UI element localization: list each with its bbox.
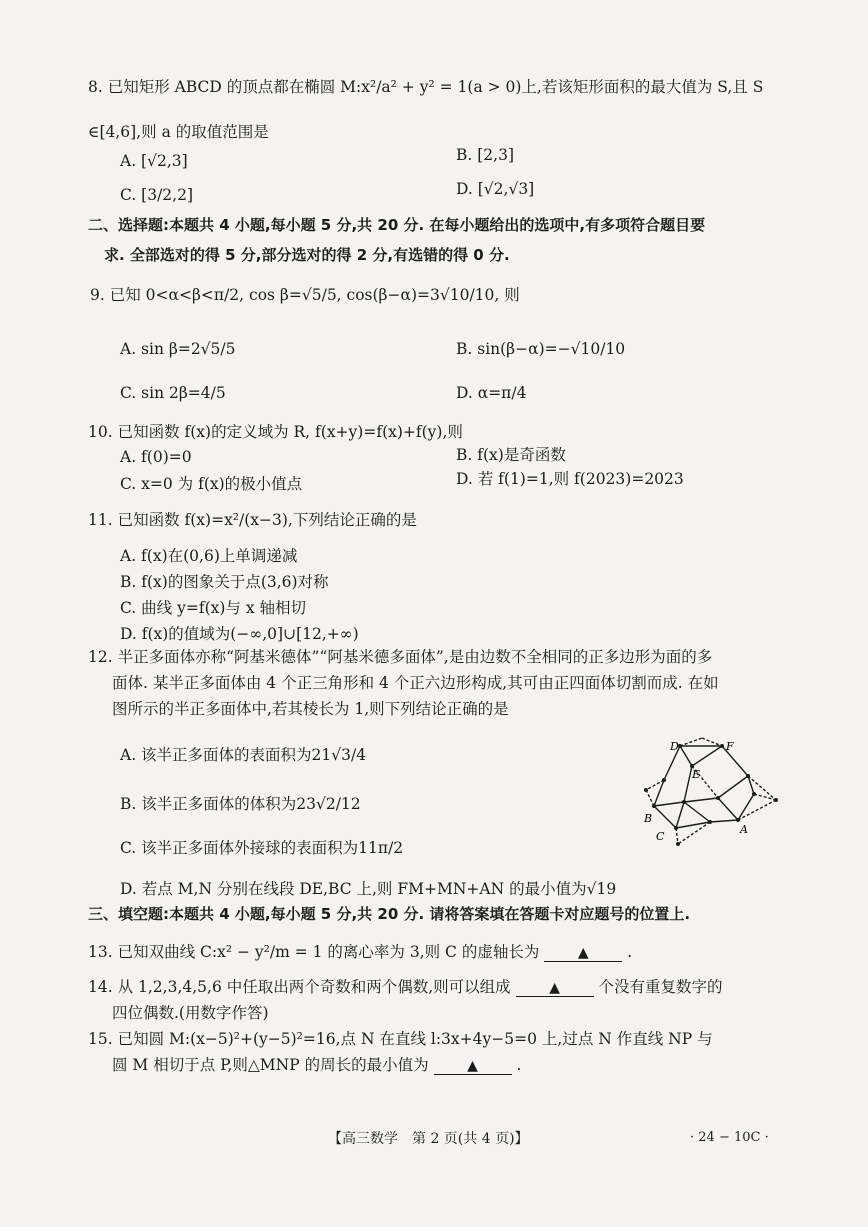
- q10-option-a: A. f(0)=0: [120, 448, 192, 466]
- q14-line1: [88, 975, 723, 997]
- q12-line1: 12. 半正多面体亦称“阿基米德体”“阿基米德多面体”,是由边数不全相同的正多边形为面的多: [88, 648, 713, 666]
- q15-answer-blank[interactable]: ▲: [434, 1058, 512, 1075]
- fig-label-e: E: [692, 768, 701, 781]
- q11-option-d: D. f(x)的值域为(−∞,0]∪[12,+∞): [120, 625, 359, 643]
- section-2-heading-line2: 求. 全部选对的得 5 分,部分选对的得 2 分,有选错的得 0 分.: [104, 246, 510, 264]
- q14-text: 14. 从 1,2,3,4,5,6 中任取出两个奇数和两个偶数,则可以组成: [88, 978, 511, 996]
- q8-option-a: A. [√2,3]: [120, 152, 188, 170]
- q12-line2: 面体. 某半正多面体由 4 个正三角形和 4 个正六边形构成,其可由正四面体切割而成. 在如: [112, 674, 719, 692]
- page-footer: 【高三数学 第 2 页(共 4 页)】: [328, 1131, 529, 1147]
- section-3-heading: 三、填空题:本题共 4 小题,每小题 5 分,共 20 分. 请将答案填在答题卡对应题号的位置上.: [88, 905, 691, 923]
- q11-option-a: A. f(x)在(0,6)上单调递减: [120, 547, 298, 565]
- q8-option-b: B. [2,3]: [456, 146, 514, 164]
- q9-stem: 9. 已知 0<α<β<π/2, cos β=√5/5, cos(β−α)=3√10/10, 则: [90, 286, 520, 304]
- fig-label-a: A: [740, 823, 748, 836]
- q11-option-b: B. f(x)的图象关于点(3,6)对称: [120, 573, 329, 591]
- q15-line2: [112, 1053, 521, 1075]
- q15-end: .: [516, 1056, 522, 1074]
- fig-label-c: C: [656, 830, 665, 843]
- q14-answer-blank[interactable]: ▲: [516, 980, 594, 997]
- q8-option-d: D. [√2,√3]: [456, 180, 535, 198]
- q12-option-a: A. 该半正多面体的表面积为21√3/4: [120, 746, 367, 764]
- fig-label-f: F: [726, 740, 734, 753]
- q13-answer-blank[interactable]: ▲: [544, 945, 622, 962]
- polyhedron-figure: [640, 736, 780, 848]
- q11-option-c: C. 曲线 y=f(x)与 x 轴相切: [120, 599, 307, 617]
- q11-stem: 11. 已知函数 f(x)=x²/(x−3),下列结论正确的是: [88, 511, 417, 529]
- q9-option-a: A. sin β=2√5/5: [120, 340, 236, 358]
- q8-line2: ∈[4,6],则 a 的取值范围是: [88, 123, 269, 141]
- q10-option-d: D. 若 f(1)=1,则 f(2023)=2023: [456, 470, 684, 488]
- q8-option-c: C. [3/2,2]: [120, 186, 193, 204]
- q9-option-b: B. sin(β−α)=−√10/10: [456, 340, 626, 358]
- q14-text-end: 个没有重复数字的: [598, 978, 723, 996]
- paper-code: · 24 − 10C ·: [690, 1130, 769, 1145]
- q10-option-b: B. f(x)是奇函数: [456, 446, 566, 464]
- q9-option-d: D. α=π/4: [456, 384, 527, 402]
- q13-text: 13. 已知双曲线 C:x² − y²/m = 1 的离心率为 3,则 C 的虚轴长为: [88, 943, 540, 961]
- fig-label-d: D: [670, 740, 679, 753]
- q10-stem: 10. 已知函数 f(x)的定义域为 R, f(x+y)=f(x)+f(y),则: [88, 423, 463, 441]
- q8-line1: 8. 已知矩形 ABCD 的顶点都在椭圆 M:x²/a² + y² = 1(a > 0)上,若该矩形面积的最大值为 S,且 S: [88, 78, 764, 96]
- q15-line1: 15. 已知圆 M:(x−5)²+(y−5)²=16,点 N 在直线 l:3x+4y−5=0 上,过点 N 作直线 NP 与: [88, 1030, 713, 1048]
- q12-option-c: C. 该半正多面体外接球的表面积为11π/2: [120, 839, 404, 857]
- q13-line: [88, 940, 632, 962]
- q10-option-c: C. x=0 为 f(x)的极小值点: [120, 475, 303, 493]
- q13-end: .: [627, 943, 633, 961]
- q14-line2: 四位偶数.(用数字作答): [112, 1004, 269, 1022]
- q15-text: 圆 M 相切于点 P,则△MNP 的周长的最小值为: [112, 1056, 429, 1074]
- q12-line3: 图所示的半正多面体中,若其棱长为 1,则下列结论正确的是: [112, 700, 509, 718]
- q12-option-d: D. 若点 M,N 分别在线段 DE,BC 上,则 FM+MN+AN 的最小值为√19: [120, 880, 617, 898]
- q9-option-c: C. sin 2β=4/5: [120, 384, 226, 402]
- section-2-heading-line1: 二、选择题:本题共 4 小题,每小题 5 分,共 20 分. 在每小题给出的选项中,有多项符合题目要: [88, 216, 706, 234]
- q12-option-b: B. 该半正多面体的体积为23√2/12: [120, 795, 361, 813]
- fig-label-b: B: [644, 812, 653, 825]
